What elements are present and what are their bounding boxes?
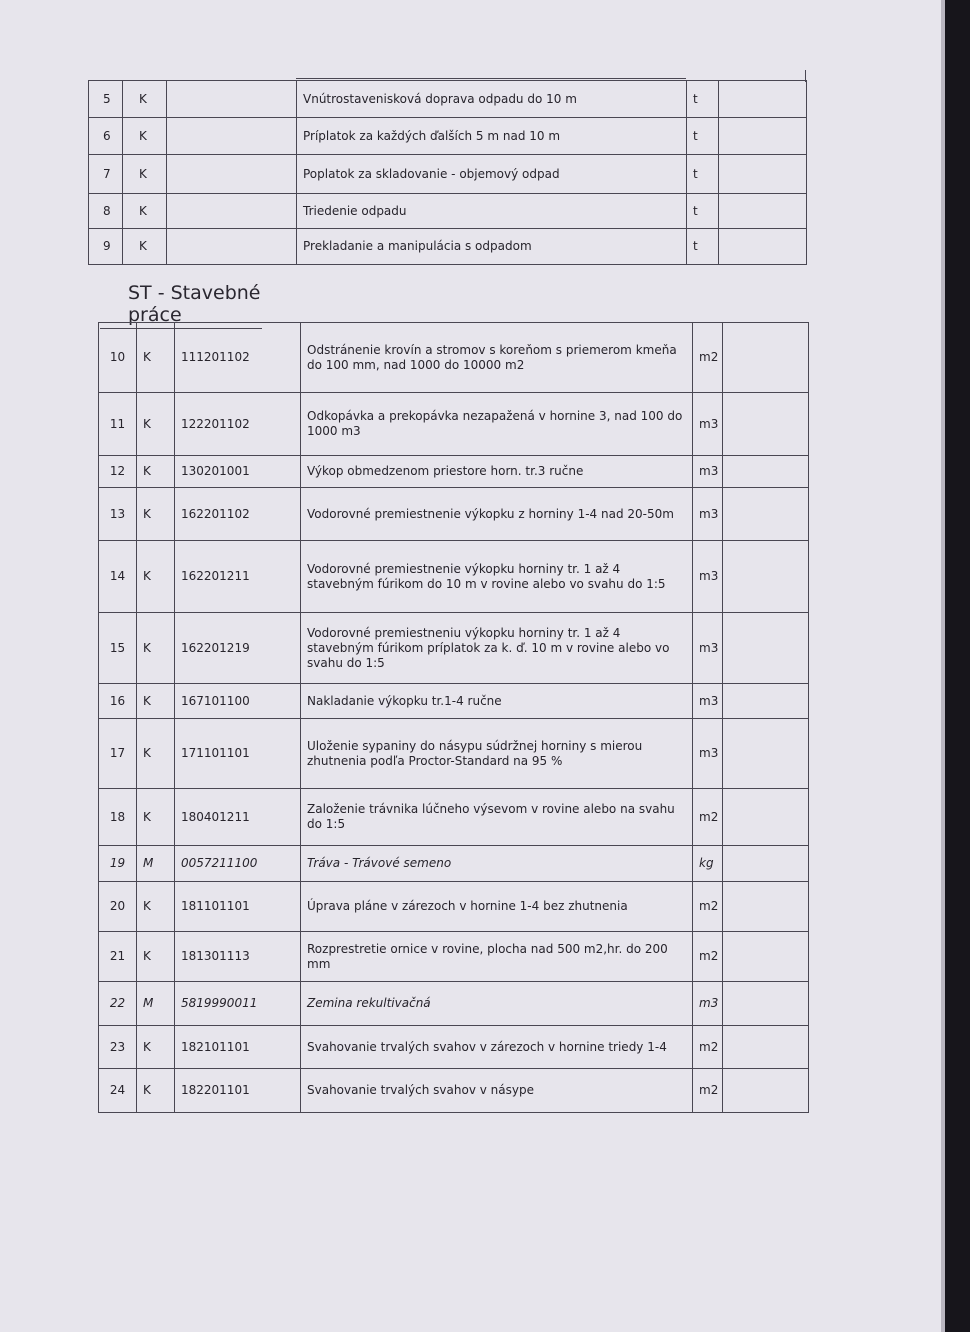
table-row [89, 194, 807, 229]
row-type: K [123, 155, 167, 194]
row-number: 7 [89, 155, 123, 194]
table-row [89, 155, 807, 194]
row-unit: m2 [693, 1069, 723, 1113]
row-type: K [137, 719, 175, 789]
row-unit: t [687, 155, 719, 194]
row-empty-cell [723, 393, 809, 456]
row-type: K [123, 194, 167, 229]
table-row [99, 1069, 809, 1113]
row-empty-cell [723, 323, 809, 393]
row-empty-cell [719, 118, 807, 155]
row-description: Vodorovné premiestnenie výkopku z horniny 1-4 nad 20-50m [301, 488, 693, 541]
row-empty-cell [723, 456, 809, 488]
row-unit: m2 [693, 789, 723, 846]
row-description: Nakladanie výkopku tr.1-4 ručne [301, 684, 693, 719]
row-description: Vodorovné premiestnenie výkopku horniny tr. 1 až 4 stavebným fúrikom do 10 m v rovine alebo vo svahu do 1:5 [301, 541, 693, 613]
row-empty-cell [723, 488, 809, 541]
row-number: 13 [99, 488, 137, 541]
scan-dark-border [945, 0, 970, 1332]
row-empty-cell [723, 541, 809, 613]
row-type: K [137, 1026, 175, 1069]
table-row [89, 118, 807, 155]
main-items-table [98, 322, 809, 1113]
row-description: Svahovanie trvalých svahov v násype [301, 1069, 693, 1113]
row-empty-cell [723, 719, 809, 789]
row-unit: m2 [693, 1026, 723, 1069]
row-code: 180401211 [175, 789, 301, 846]
row-description: Tráva - Trávové semeno [301, 846, 693, 882]
table-row [99, 932, 809, 982]
row-code: 162201219 [175, 613, 301, 684]
table-row [99, 719, 809, 789]
row-empty-cell [723, 684, 809, 719]
row-empty-cell [723, 789, 809, 846]
row-code [167, 81, 297, 118]
table-row [99, 882, 809, 932]
row-type: K [137, 1069, 175, 1113]
row-unit: kg [693, 846, 723, 882]
row-code [167, 194, 297, 229]
row-empty-cell [723, 846, 809, 882]
row-unit: m3 [693, 719, 723, 789]
row-type: K [123, 229, 167, 265]
row-empty-cell [723, 932, 809, 982]
row-number: 17 [99, 719, 137, 789]
row-number: 6 [89, 118, 123, 155]
row-description: Rozprestretie ornice v rovine, plocha nad 500 m2,hr. do 200 mm [301, 932, 693, 982]
row-unit: t [687, 118, 719, 155]
row-empty-cell [719, 155, 807, 194]
table-row [99, 456, 809, 488]
row-description: Založenie trávnika lúčneho výsevom v rovine alebo na svahu do 1:5 [301, 789, 693, 846]
row-code: 167101100 [175, 684, 301, 719]
table-row [89, 229, 807, 265]
row-code: 182201101 [175, 1069, 301, 1113]
row-description: Vodorovné premiestneniu výkopku horniny tr. 1 až 4 stavebným fúrikom príplatok za k. ď. 10 m v rovine alebo vo svahu do 1:5 [301, 613, 693, 684]
row-description: Prekladanie a manipulácia s odpadom [297, 229, 687, 265]
row-description: Svahovanie trvalých svahov v zárezoch v hornine triedy 1-4 [301, 1026, 693, 1069]
row-unit: t [687, 229, 719, 265]
row-number: 21 [99, 932, 137, 982]
table-row [99, 613, 809, 684]
row-code: 130201001 [175, 456, 301, 488]
row-number: 8 [89, 194, 123, 229]
row-code: 162201102 [175, 488, 301, 541]
top-items-table [88, 80, 807, 265]
row-type: K [123, 118, 167, 155]
row-description: Triedenie odpadu [297, 194, 687, 229]
row-type: K [137, 684, 175, 719]
row-number: 12 [99, 456, 137, 488]
table-row [99, 1026, 809, 1069]
row-type: K [137, 882, 175, 932]
row-empty-cell [723, 882, 809, 932]
row-code: 5819990011 [175, 982, 301, 1026]
row-type: K [137, 932, 175, 982]
row-code: 182101101 [175, 1026, 301, 1069]
row-code [167, 155, 297, 194]
row-number: 15 [99, 613, 137, 684]
table-row [99, 982, 809, 1026]
row-description: Odstránenie krovín a stromov s koreňom s priemerom kmeňa do 100 mm, nad 1000 do 10000 m2 [301, 323, 693, 393]
row-empty-cell [719, 229, 807, 265]
row-empty-cell [719, 194, 807, 229]
row-description: Odkopávka a prekopávka nezapažená v hornine 3, nad 100 do 1000 m3 [301, 393, 693, 456]
row-number: 9 [89, 229, 123, 265]
row-type: M [137, 982, 175, 1026]
row-description: Príplatok za každých ďalších 5 m nad 10 m [297, 118, 687, 155]
row-type: M [137, 846, 175, 882]
table-row [99, 684, 809, 719]
row-unit: m3 [693, 982, 723, 1026]
row-unit: m3 [693, 456, 723, 488]
row-empty-cell [723, 1069, 809, 1113]
row-type: K [137, 456, 175, 488]
row-description: Úprava pláne v zárezoch v hornine 1-4 bez zhutnenia [301, 882, 693, 932]
table-row [89, 81, 807, 118]
table-top-rule [296, 78, 686, 79]
row-description: Výkop obmedzenom priestore horn. tr.3 ručne [301, 456, 693, 488]
row-empty-cell [719, 81, 807, 118]
row-empty-cell [723, 613, 809, 684]
row-type: K [137, 613, 175, 684]
row-code: 122201102 [175, 393, 301, 456]
row-unit: t [687, 81, 719, 118]
row-unit: m3 [693, 684, 723, 719]
row-type: K [137, 488, 175, 541]
row-unit: m3 [693, 541, 723, 613]
row-type: K [137, 393, 175, 456]
row-type: K [137, 541, 175, 613]
row-number: 11 [99, 393, 137, 456]
row-code: 111201102 [175, 323, 301, 393]
row-empty-cell [723, 982, 809, 1026]
row-number: 18 [99, 789, 137, 846]
row-number: 16 [99, 684, 137, 719]
table-row [99, 488, 809, 541]
row-code [167, 229, 297, 265]
row-type: K [137, 789, 175, 846]
row-description: Poplatok za skladovanie - objemový odpad [297, 155, 687, 194]
row-number: 23 [99, 1026, 137, 1069]
table-row [99, 846, 809, 882]
table-row [99, 541, 809, 613]
row-description: Uloženie sypaniny do násypu súdržnej horniny s mierou zhutnenia podľa Proctor-Standard na 95 % [301, 719, 693, 789]
row-code [167, 118, 297, 155]
section-title: ST - Stavebné práce [128, 282, 278, 326]
row-number: 14 [99, 541, 137, 613]
row-number: 24 [99, 1069, 137, 1113]
row-unit: m3 [693, 488, 723, 541]
row-description: Zemina rekultivačná [301, 982, 693, 1026]
row-code: 0057211100 [175, 846, 301, 882]
row-unit: m3 [693, 393, 723, 456]
row-type: K [123, 81, 167, 118]
table-row [99, 393, 809, 456]
row-code: 181301113 [175, 932, 301, 982]
row-unit: m2 [693, 323, 723, 393]
row-number: 20 [99, 882, 137, 932]
row-type: K [137, 323, 175, 393]
row-number: 22 [99, 982, 137, 1026]
table-row [99, 323, 809, 393]
row-number: 10 [99, 323, 137, 393]
row-unit: t [687, 194, 719, 229]
row-unit: m3 [693, 613, 723, 684]
row-number: 19 [99, 846, 137, 882]
row-unit: m2 [693, 882, 723, 932]
row-number: 5 [89, 81, 123, 118]
row-unit: m2 [693, 932, 723, 982]
row-description: Vnútrostavenisková doprava odpadu do 10 m [297, 81, 687, 118]
row-code: 162201211 [175, 541, 301, 613]
row-code: 171101101 [175, 719, 301, 789]
table-row [99, 789, 809, 846]
row-code: 181101101 [175, 882, 301, 932]
row-empty-cell [723, 1026, 809, 1069]
